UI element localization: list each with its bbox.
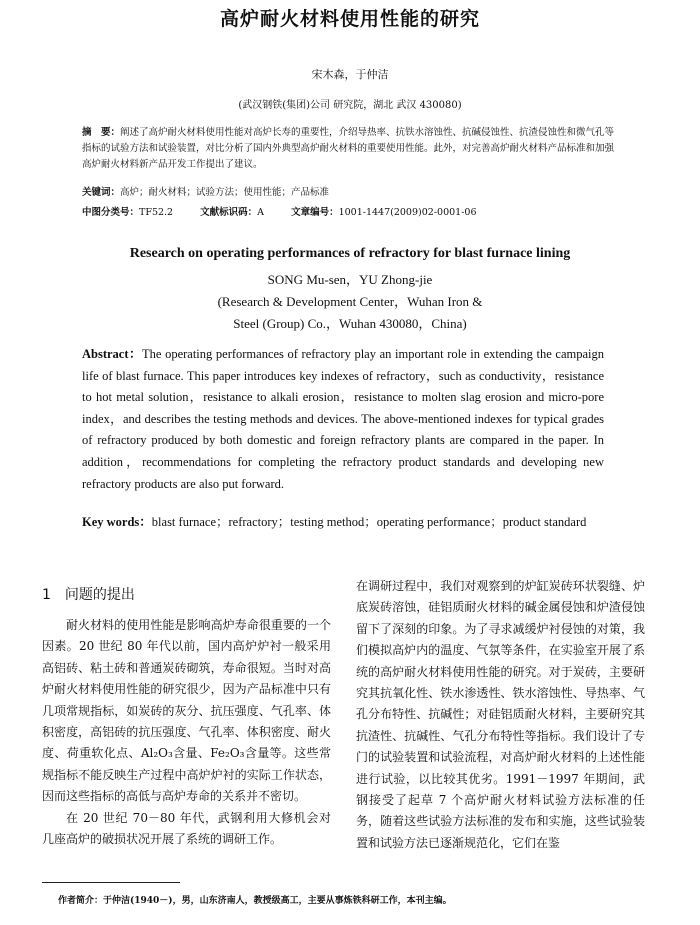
english-affiliation-line1: (Research & Development Center，Wuhan Iron & — [217, 294, 483, 309]
article-number-label: 文章编号： — [291, 207, 339, 218]
english-keywords — [82, 512, 604, 534]
document-code — [200, 205, 264, 221]
chinese-title: 高炉耐火材料使用性能的研究 — [219, 8, 480, 30]
english-title: Research on operating performances of refractory for blast furnace lining — [129, 246, 571, 261]
footnote-divider — [42, 882, 180, 883]
clc-value: TF52.2 — [139, 207, 174, 218]
chinese-abstract-text: 阐述了高炉耐火材料使用性能对高炉长寿的重要性，介绍导热率、抗铁水溶蚀性、抗碱侵蚀性、抗渣侵蚀性和微气孔等指标的试验方法和试验装置，对比分析了国内外典型高炉耐火材料的重要使用性能。此外，对完善高炉耐火材料产品标准和加强高炉耐火材料新产品开发工作提出了建议。 — [82, 127, 615, 170]
paragraph: 在调研过程中，我们对观察到的炉缸炭砖环状裂缝、炉底炭砖溶蚀，硅铝质耐火材料的碱金属侵蚀和炉渣侵蚀留下了深刻的印象。为了寻求减缓炉衬侵蚀的对策，我们模拟高炉内的温度、气氛等条件，在实验室开展了系统的高炉耐火材料使用性能的研究。对于炭砖，主要研究其抗氧化性、铁水渗透性、铁水溶蚀性、导热率、气孔分布特性、抗碱性；对硅铝质耐火材料，主要研究其抗渣性、抗碱性、气孔分布特性等指标。我们设计了专门的试验装置和试验流程，对高炉耐火材料的上述性能进行试验，以比较其优劣。1991－1997 年期间，武钢接受了起草 7 个高炉耐火材料试验方法标准的任务，随着这些试验方法标准的发布和实施，这些试验装置和试验方法已逐渐规范化，它们在鉴 — [356, 579, 645, 850]
chinese-keywords — [82, 185, 617, 201]
paragraph: 在 20 世纪 70－80 年代，武钢利用大修机会对几座高炉的破损状况开展了系统的调研工作。 — [42, 810, 331, 847]
clc-label: 中图分类号： — [82, 207, 140, 218]
paragraph: 耐火材料的使用性能是影响高炉寿命很重要的一个因素。20 世纪 80 年代以前，国内高炉炉衬一般采用高铝砖、粘土砖和普通炭砖砌筑，寿命很短。当时对高炉耐火材料使用性能的研究很少，因为产品标准中只有几项常规指标，如炭砖的灰分、抗压强度、气孔率、体积密度，高铝砖的抗压强度、气孔率、体积密度、耐火度、荷重软化点、Al₂O₃含量、Fe₂O₃含量等。这些常规指标不能反映生产过程中高炉炉衬的实际工作状态，因而这些指标的高低与高炉寿命的关系并不密切。 — [42, 618, 331, 804]
english-keywords-label: Key words： — [82, 515, 152, 529]
english-abstract-label: Abstract： — [82, 347, 143, 361]
chinese-authors: 宋木森，于仲洁 — [311, 68, 389, 81]
english-affiliation-line2: Steel (Group) Co.，Wuhan 430080，China) — [233, 316, 467, 331]
document-code-label: 文献标识码： — [200, 207, 258, 218]
english-keywords-text: blast furnace；refractory；testing method；operating performance；product standard — [151, 515, 587, 529]
article-number — [291, 205, 476, 221]
chinese-keywords-label: 关键词： — [82, 187, 121, 198]
english-abstract-text: The operating performances of refractory play an important role in extending the campaign life of blast furnace. This paper introduces key indexes of refractory，such as conductivity，resistance to hot metal solution，resistance to alkali erosion，resistance to molten slag erosion and micro-pore index，and describes the testing methods and devices. The above-mentioned indexes for typical grades of refractory produced by both domestic and foreign refractory plants are compared in the paper. In addition，recommendations for completing the refractory product standards and developing new refractory products are also put forward. — [82, 347, 605, 491]
english-authors: SONG Mu-sen，YU Zhong-jie — [267, 272, 433, 287]
left-column — [42, 615, 331, 850]
chinese-affiliation: (武汉钢铁(集团)公司 研究院，湖北 武汉 430080) — [238, 100, 462, 111]
classification-line — [82, 205, 617, 221]
article-number-value: 1001-1447(2009)02-0001-06 — [338, 207, 477, 218]
section-heading: 1 问题的提出 — [42, 587, 135, 603]
document-code-value: A — [257, 207, 265, 218]
chinese-abstract-label: 摘 要： — [82, 127, 121, 138]
right-column — [356, 576, 645, 854]
author-footnote: 作者简介：于仲洁(1940－)，男，山东济南人，教授级高工，主要从事炼铁科研工作，本刊主编。 — [58, 896, 452, 906]
chinese-keywords-text: 高炉；耐火材料；试验方法；使用性能；产品标准 — [120, 187, 330, 198]
clc-number — [82, 205, 173, 221]
english-abstract — [82, 344, 604, 495]
chinese-abstract — [82, 125, 617, 173]
